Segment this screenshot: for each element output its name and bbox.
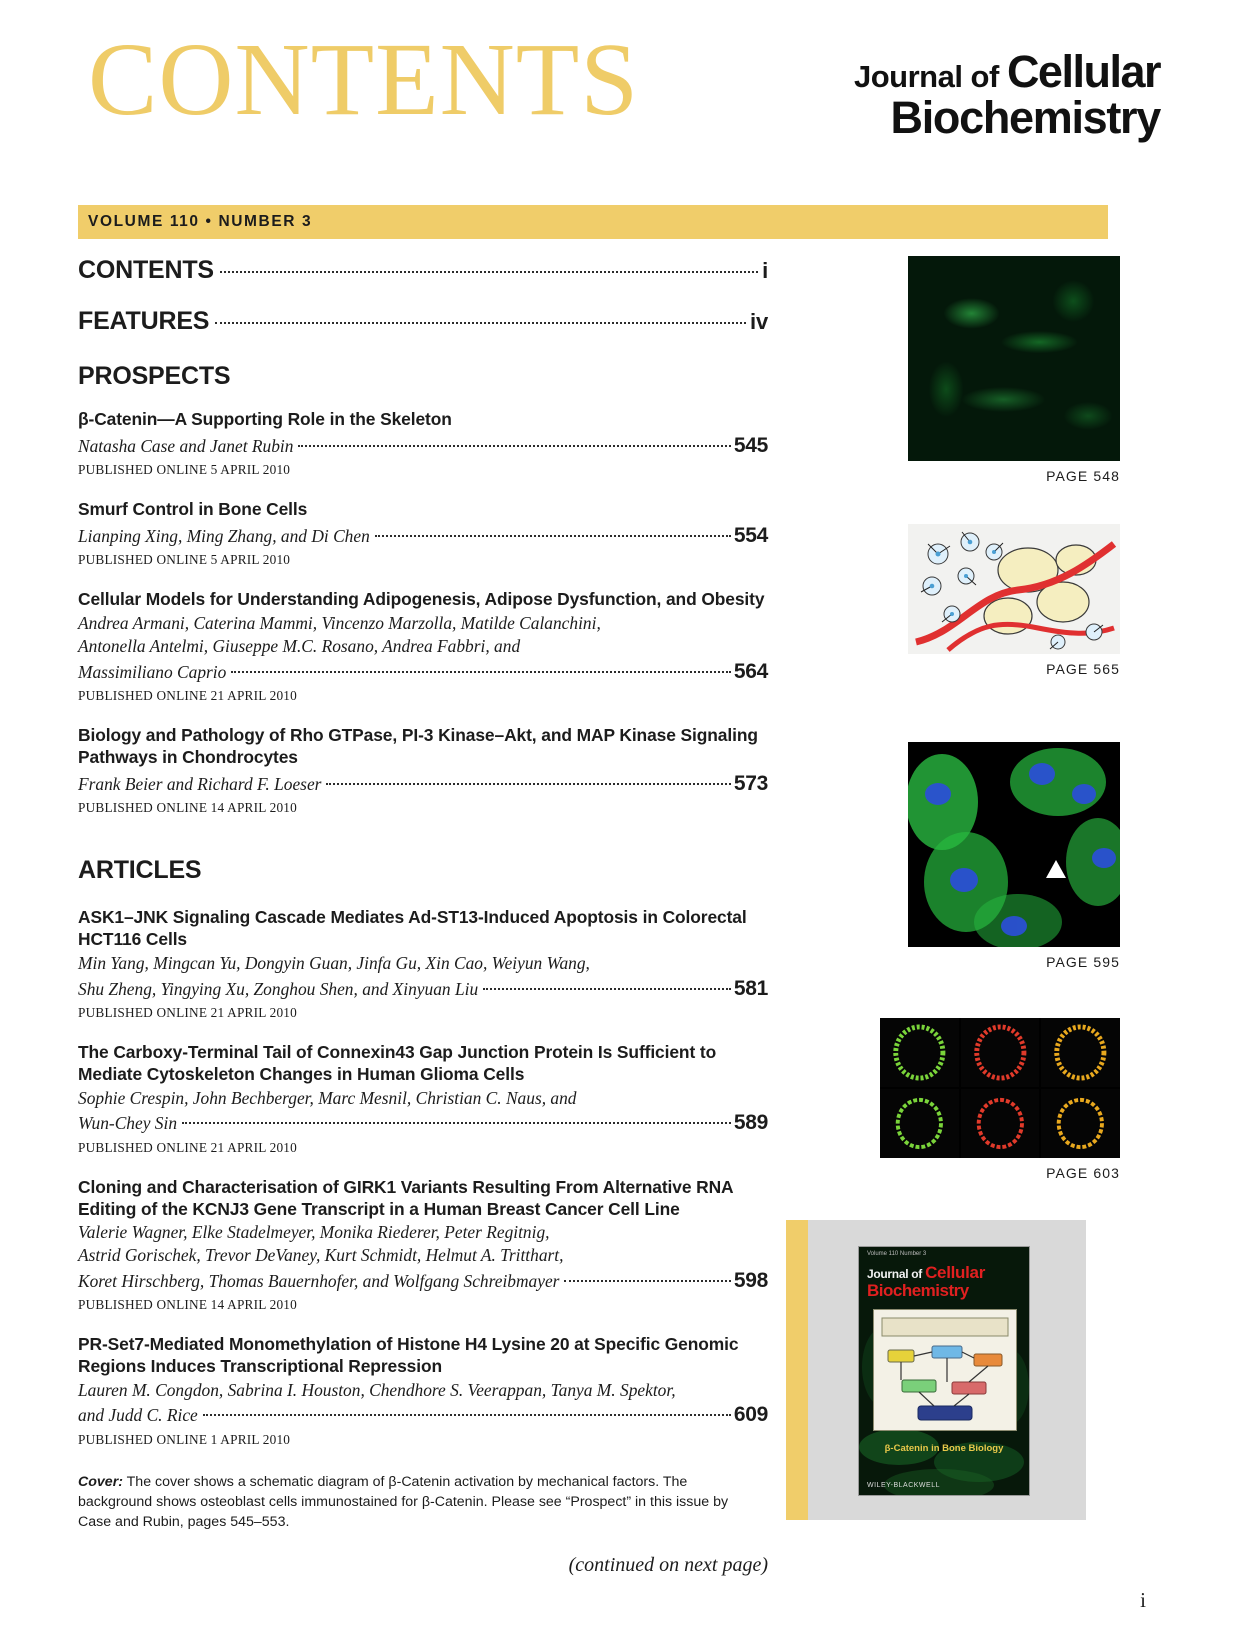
panel-merge-1: [1041, 1018, 1120, 1087]
entry-authors: [78, 952, 768, 1002]
entry-title: Cellular Models for Understanding Adipogenesis, Adipose Dysfunction, and Obesity: [78, 589, 765, 610]
cover-thumbnail-biochemistry: Biochemistry: [867, 1281, 969, 1300]
figure-image-fluorescence-green: [908, 256, 1120, 461]
toc-link-features[interactable]: [78, 307, 768, 336]
leader-dots: [231, 671, 731, 673]
cover-thumbnail-image: [858, 1246, 1030, 1496]
entry-authors: [78, 1221, 768, 1294]
entry-authors-line: Antonella Antelmi, Giuseppe M.C. Rosano, Andrea Fabbri, and: [78, 635, 521, 656]
entry-published-date: PUBLISHED ONLINE 21 APRIL 2010: [78, 1139, 297, 1155]
page-title-text: CONTENTS: [88, 22, 640, 137]
entry-page: 598: [733, 1268, 768, 1292]
entry-published-date: PUBLISHED ONLINE 5 APRIL 2010: [78, 462, 291, 478]
figure-caption: PAGE 548: [1046, 468, 1120, 484]
figure-page-603: [880, 1018, 1120, 1181]
figure-image-cytoskeleton-cells: [908, 742, 1120, 947]
figure-image-six-panel-immunofluorescence: [880, 1018, 1120, 1158]
cover-thumbnail-frame: [786, 1220, 1086, 1520]
entry-authors: [78, 432, 768, 459]
leader-dots: [215, 322, 746, 324]
toc-link-contents[interactable]: [78, 256, 768, 285]
journal-logo-biochemistry: Biochemistry: [890, 91, 1160, 143]
entry-authors-line: Wun-Chey Sin: [78, 1113, 178, 1134]
entry-page: 573: [733, 771, 768, 795]
entry-authors: [78, 522, 768, 549]
cytoskeleton-svg: [908, 742, 1120, 947]
toc-link-features-label: FEATURES: [78, 307, 210, 335]
toc-entry[interactable]: [78, 725, 768, 816]
toc-entry[interactable]: [78, 907, 768, 1021]
cover-thumbnail-journal-of: Journal of: [867, 1267, 923, 1281]
entry-page: 554: [733, 524, 768, 548]
entry-authors: [78, 770, 768, 797]
section-heading-prospects: PROSPECTS: [78, 362, 231, 390]
toc-entry[interactable]: [78, 499, 768, 568]
journal-logo: [853, 46, 1160, 143]
entry-page: 589: [733, 1111, 768, 1135]
leader-dots: [483, 988, 731, 990]
toc-column: [78, 256, 768, 1577]
journal-logo-line1: [853, 46, 1160, 97]
entry-published-date: PUBLISHED ONLINE 14 APRIL 2010: [78, 800, 297, 816]
entry-title: Smurf Control in Bone Cells: [78, 499, 308, 520]
entry-authors-line: Min Yang, Mingcan Yu, Dongyin Guan, Jinfa Gu, Xin Cao, Weiyun Wang,: [78, 952, 590, 973]
entry-published-date: PUBLISHED ONLINE 5 APRIL 2010: [78, 552, 291, 568]
cover-thumbnail-volume-line: Volume 110 Number 3: [867, 1251, 927, 1257]
toc-entry[interactable]: [78, 1042, 768, 1156]
figure-caption: PAGE 565: [1046, 661, 1120, 677]
entry-authors-line: Koret Hirschberg, Thomas Bauernhofer, and Wolfgang Schreibmayer: [78, 1270, 560, 1291]
toc-link-contents-label: CONTENTS: [78, 256, 214, 284]
entry-title: Biology and Pathology of Rho GTPase, PI-3 Kinase–Akt, and MAP Kinase Signaling Pathways in Chondrocytes: [78, 724, 758, 767]
leader-dots: [298, 445, 730, 447]
leader-dots: [326, 783, 730, 785]
entry-authors-line: Valerie Wagner, Elke Stadelmeyer, Monika Riederer, Peter Regitnig,: [78, 1222, 550, 1243]
entry-authors-line: Natasha Case and Janet Rubin: [78, 435, 294, 456]
entry-authors: [78, 1087, 768, 1137]
figure-caption: PAGE 603: [1046, 1165, 1120, 1181]
folio-page-number: i: [1140, 1588, 1146, 1612]
entry-page: 609: [733, 1403, 768, 1427]
figure-page-595: [908, 742, 1120, 970]
cover-note: [78, 1472, 750, 1532]
cover-thumbnail-diagram: [873, 1309, 1017, 1431]
entry-authors-line: Shu Zheng, Yingying Xu, Zonghou Shen, and Xinyuan Liu: [78, 978, 479, 999]
panel-red-2: [961, 1089, 1040, 1158]
entry-authors: [78, 1379, 768, 1429]
panel-green-1: [880, 1018, 959, 1087]
cover-diagram-svg: [874, 1310, 1016, 1430]
entry-published-date: PUBLISHED ONLINE 21 APRIL 2010: [78, 1004, 297, 1020]
cover-thumbnail-cellular: Cellular: [925, 1263, 986, 1282]
entry-page: 545: [733, 433, 768, 457]
entry-authors-line: Sophie Crespin, John Bechberger, Marc Mesnil, Christian C. Naus, and: [78, 1087, 577, 1108]
journal-logo-journal-of: Journal of: [853, 59, 999, 94]
leader-dots: [564, 1280, 730, 1282]
entry-title: Cloning and Characterisation of GIRK1 Variants Resulting From Alternative RNA Editing of the KCNJ3 Gene Transcript in a Human Breast Cancer Cell Line: [78, 1176, 733, 1219]
panel-merge-2: [1041, 1089, 1120, 1158]
toc-entry[interactable]: [78, 409, 768, 478]
entry-authors-line: Lianping Xing, Ming Zhang, and Di Chen: [78, 526, 370, 547]
leader-dots: [220, 271, 758, 273]
section-heading-articles: ARTICLES: [78, 856, 202, 885]
page-title: [88, 22, 640, 137]
cover-note-text: The cover shows a schematic diagram of β-Catenin activation by mechanical factors. The background shows osteoblast cells immunostained for β-Catenin. Please see “Prospect” in this issue by Case and Rubin, pages 545–553.: [78, 1473, 729, 1531]
figure-caption: PAGE 595: [1046, 954, 1120, 970]
entry-authors-line: and Judd C. Rice: [78, 1405, 198, 1426]
entry-title: The Carboxy-Terminal Tail of Connexin43 Gap Junction Protein Is Sufficient to Mediate Cytoskeleton Changes in Human Glioma Cells: [78, 1041, 717, 1084]
entry-authors-line: Frank Beier and Richard F. Loeser: [78, 773, 322, 794]
figure-page-565: [908, 524, 1120, 677]
figure-page-548: [908, 256, 1120, 484]
panel-red-1: [961, 1018, 1040, 1087]
cover-note-label: Cover:: [78, 1473, 123, 1490]
leader-dots: [203, 1414, 731, 1416]
entry-authors-line: Massimiliano Caprio: [78, 661, 227, 682]
cover-thumbnail-publisher: WILEY-BLACKWELL: [867, 1482, 940, 1489]
entry-published-date: PUBLISHED ONLINE 21 APRIL 2010: [78, 687, 297, 703]
entry-title: ASK1–JNK Signaling Cascade Mediates Ad-ST13-Induced Apoptosis in Colorectal HCT116 Cells: [78, 907, 747, 949]
toc-entry[interactable]: [78, 1177, 768, 1313]
adipocyte-schematic-svg: [908, 524, 1120, 654]
entry-published-date: PUBLISHED ONLINE 14 APRIL 2010: [78, 1296, 297, 1312]
journal-logo-cellular: Cellular: [1006, 46, 1160, 97]
entry-authors-line: Andrea Armani, Caterina Mammi, Vincenzo Marzolla, Matilde Calanchini,: [78, 613, 601, 634]
entry-title: β-Catenin—A Supporting Role in the Skeleton: [78, 409, 452, 429]
entry-authors-line: Lauren M. Congdon, Sabrina I. Houston, Chendhore S. Veerappan, Tanya M. Spektor,: [78, 1379, 676, 1400]
toc-link-contents-page: i: [762, 258, 768, 283]
volume-bar-text: VOLUME 110 • NUMBER 3: [88, 213, 313, 230]
volume-bar: [78, 205, 1108, 239]
entry-published-date: PUBLISHED ONLINE 1 APRIL 2010: [78, 1431, 291, 1447]
entry-title: PR-Set7-Mediated Monomethylation of Histone H4 Lysine 20 at Specific Genomic Regions Induces Transcriptional Repression: [78, 1333, 739, 1376]
entry-page: 581: [733, 976, 768, 1000]
cover-accent-bar: [786, 1220, 808, 1520]
entry-authors-line: Astrid Gorischek, Trevor DeVaney, Kurt Schmidt, Helmut A. Tritthart,: [78, 1245, 564, 1266]
toc-link-features-page: iv: [750, 309, 768, 334]
leader-dots: [182, 1122, 731, 1124]
masthead: [0, 0, 1238, 200]
leader-dots: [375, 535, 731, 537]
toc-entry[interactable]: [78, 1334, 768, 1448]
toc-entry[interactable]: [78, 589, 768, 703]
panel-green-2: [880, 1089, 959, 1158]
continued-note: (continued on next page): [568, 1554, 768, 1577]
cover-thumbnail[interactable]: [786, 1220, 1086, 1520]
figure-image-adipocyte-schematic: [908, 524, 1120, 654]
entry-authors: [78, 612, 768, 685]
entry-page: 564: [733, 659, 768, 683]
cover-thumbnail-title-small: [867, 1263, 985, 1283]
cover-thumbnail-caption: β-Catenin in Bone Biology: [884, 1443, 1004, 1454]
